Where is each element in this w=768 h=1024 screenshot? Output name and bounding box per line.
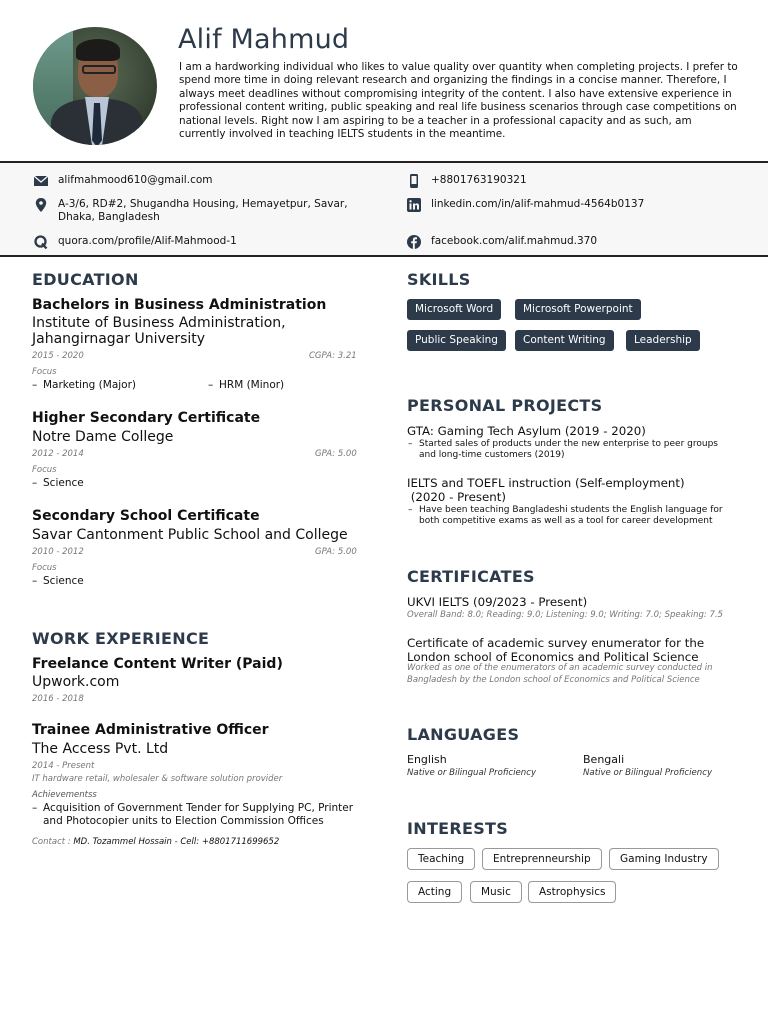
- work-2-achievements-label: Achievementss: [32, 790, 97, 800]
- interest-tag: Music: [470, 881, 522, 903]
- work-2-role: Trainee Administrative Officer: [32, 722, 269, 738]
- cert-2-detail-cont: Bangladesh by the London school of Economics and Political Science: [407, 675, 700, 685]
- profile-summary: I am a hardworking individual who likes to value quality over quantity when completing projects. I prefer to spend more time in doing relevant research and organizing the findings in a concise manner. Therefore, I always meet deadlines without compromising integrity of the content. I also have extensive experience in professional content writing, public speaking and real life business scenarios through case competitions on national levels. Right now I am aspiring to be a teacher in a professional capacity and as such, am currently involved in teaching IELTS students in the meantime.: [179, 61, 738, 141]
- language-name: Bengali: [583, 753, 625, 766]
- interests-title: INTERESTS: [407, 819, 509, 838]
- language-name: English: [407, 753, 447, 766]
- phone-text: +8801763190321: [431, 174, 527, 186]
- edu-1-dates: 2015 - 2020: [32, 351, 84, 361]
- candidate-name: Alif Mahmud: [178, 24, 350, 55]
- edu-1-institution-2: Jahangirnagar University: [32, 331, 206, 347]
- work-2-contact: [32, 837, 279, 847]
- quora-icon: [34, 235, 48, 249]
- edu-1-focus-label: Focus: [32, 367, 57, 377]
- edu-1-grade: CGPA: 3.21: [309, 351, 357, 361]
- interest-tag: Entreprenneurship: [482, 848, 602, 870]
- edu-3-focus-item: – Science: [43, 575, 84, 588]
- phone-icon: [407, 174, 421, 188]
- edu-2-grade: GPA: 5.00: [315, 449, 357, 459]
- quora-text: quora.com/profile/Alif-Mahmood-1: [58, 235, 237, 247]
- edu-1-focus-item: – HRM (Minor): [219, 379, 284, 392]
- cert-2-name-cont: London school of Economics and Political Science: [407, 650, 699, 664]
- address-line2: Dhaka, Bangladesh: [58, 211, 160, 223]
- interest-tag: Astrophysics: [528, 881, 616, 903]
- skill-tag: Leadership: [626, 330, 700, 351]
- profile-photo: [33, 27, 157, 145]
- education-title: EDUCATION: [32, 270, 139, 289]
- facebook-icon: [407, 235, 421, 249]
- interest-tag: Gaming Industry: [609, 848, 719, 870]
- skill-tag: Microsoft Word: [407, 299, 501, 320]
- envelope-icon: [34, 174, 48, 188]
- language-level: Native or Bilingual Proficiency: [407, 768, 537, 778]
- project-2-bullet: – Have been teaching Bangladeshi students the English language for: [419, 505, 723, 516]
- interest-tag: Teaching: [407, 848, 475, 870]
- edu-3-dates: 2010 - 2012: [32, 547, 84, 557]
- map-pin-icon: [34, 198, 48, 212]
- edu-1-degree: Bachelors in Business Administration: [32, 297, 327, 313]
- cert-2-name: Certificate of academic survey enumerator for the: [407, 636, 705, 650]
- edu-2-focus-label: Focus: [32, 465, 57, 475]
- contact-bar: [0, 161, 768, 257]
- facebook-text: facebook.com/alif.mahmud.370: [431, 235, 598, 247]
- cert-2-detail: Worked as one of the enumerators of an academic survey conducted in: [407, 663, 713, 673]
- edu-1-focus-item: – Marketing (Major): [43, 379, 136, 392]
- work-1-role: Freelance Content Writer (Paid): [32, 656, 283, 672]
- linkedin-text: linkedin.com/in/alif-mahmud-4564b0137: [431, 198, 645, 210]
- project-2-bullet-cont: both competitive exams as well as a tool for career development: [419, 516, 713, 526]
- work-2-achievement-cont: and Photocopier units to Election Commission Offices: [43, 815, 324, 827]
- skill-tag: Content Writing: [515, 330, 614, 351]
- skill-tag: Microsoft Powerpoint: [515, 299, 641, 320]
- project-1-name: GTA: Gaming Tech Asylum (2019 - 2020): [407, 424, 646, 438]
- edu-1-institution: Institute of Business Administration,: [32, 315, 286, 331]
- work-2-dates: 2014 - Present: [32, 761, 95, 771]
- contact-label: Contact :: [32, 837, 71, 847]
- edu-2-focus-item: – Science: [43, 477, 84, 490]
- cert-1-name: UKVI IELTS (09/2023 - Present): [407, 595, 588, 609]
- projects-title: PERSONAL PROJECTS: [407, 396, 603, 415]
- address-line1: A-3/6, RD#2, Shugandha Housing, Hemayetpur, Savar,: [58, 198, 348, 210]
- edu-2-dates: 2012 - 2014: [32, 449, 84, 459]
- skills-title: SKILLS: [407, 270, 471, 289]
- project-2-dates: (2020 - Present): [407, 490, 506, 504]
- work-2-description: IT hardware retail, wholesaler & software solution provider: [32, 774, 283, 784]
- cert-1-detail: Overall Band: 8.0; Reading: 9.0; Listening: 9.0; Writing: 7.0; Speaking: 7.5: [407, 610, 723, 620]
- edu-3-degree: Secondary School Certificate: [32, 508, 260, 524]
- interest-tag: Acting: [407, 881, 462, 903]
- project-1-bullet: – Started sales of products under the new enterprise to peer groups: [419, 439, 718, 450]
- resume-header: [0, 0, 768, 160]
- linkedin-icon: [407, 198, 421, 212]
- project-2-name: IELTS and TOEFL instruction (Self-employment): [407, 476, 685, 490]
- work-title: WORK EXPERIENCE: [32, 629, 210, 648]
- languages-title: LANGUAGES: [407, 725, 520, 744]
- work-2-company: The Access Pvt. Ltd: [32, 741, 169, 757]
- email-text: alifmahmood610@gmail.com: [58, 174, 213, 186]
- edu-3-focus-label: Focus: [32, 563, 57, 573]
- language-level: Native or Bilingual Proficiency: [583, 768, 713, 778]
- edu-2-degree: Higher Secondary Certificate: [32, 410, 261, 426]
- work-2-achievement: – Acquisition of Government Tender for Supplying PC, Printer: [43, 802, 353, 815]
- contact-value: MD. Tozammel Hossain - Cell: +8801711699652: [73, 837, 280, 847]
- edu-3-grade: GPA: 5.00: [315, 547, 357, 557]
- skill-tag: Public Speaking: [407, 330, 506, 351]
- work-1-company: Upwork.com: [32, 674, 120, 690]
- certificates-title: CERTIFICATES: [407, 567, 535, 586]
- project-1-bullet-cont: and long-time customers (2019): [419, 450, 565, 460]
- work-1-dates: 2016 - 2018: [32, 694, 84, 704]
- edu-2-institution: Notre Dame College: [32, 429, 174, 445]
- edu-3-institution: Savar Cantonment Public School and College: [32, 527, 348, 543]
